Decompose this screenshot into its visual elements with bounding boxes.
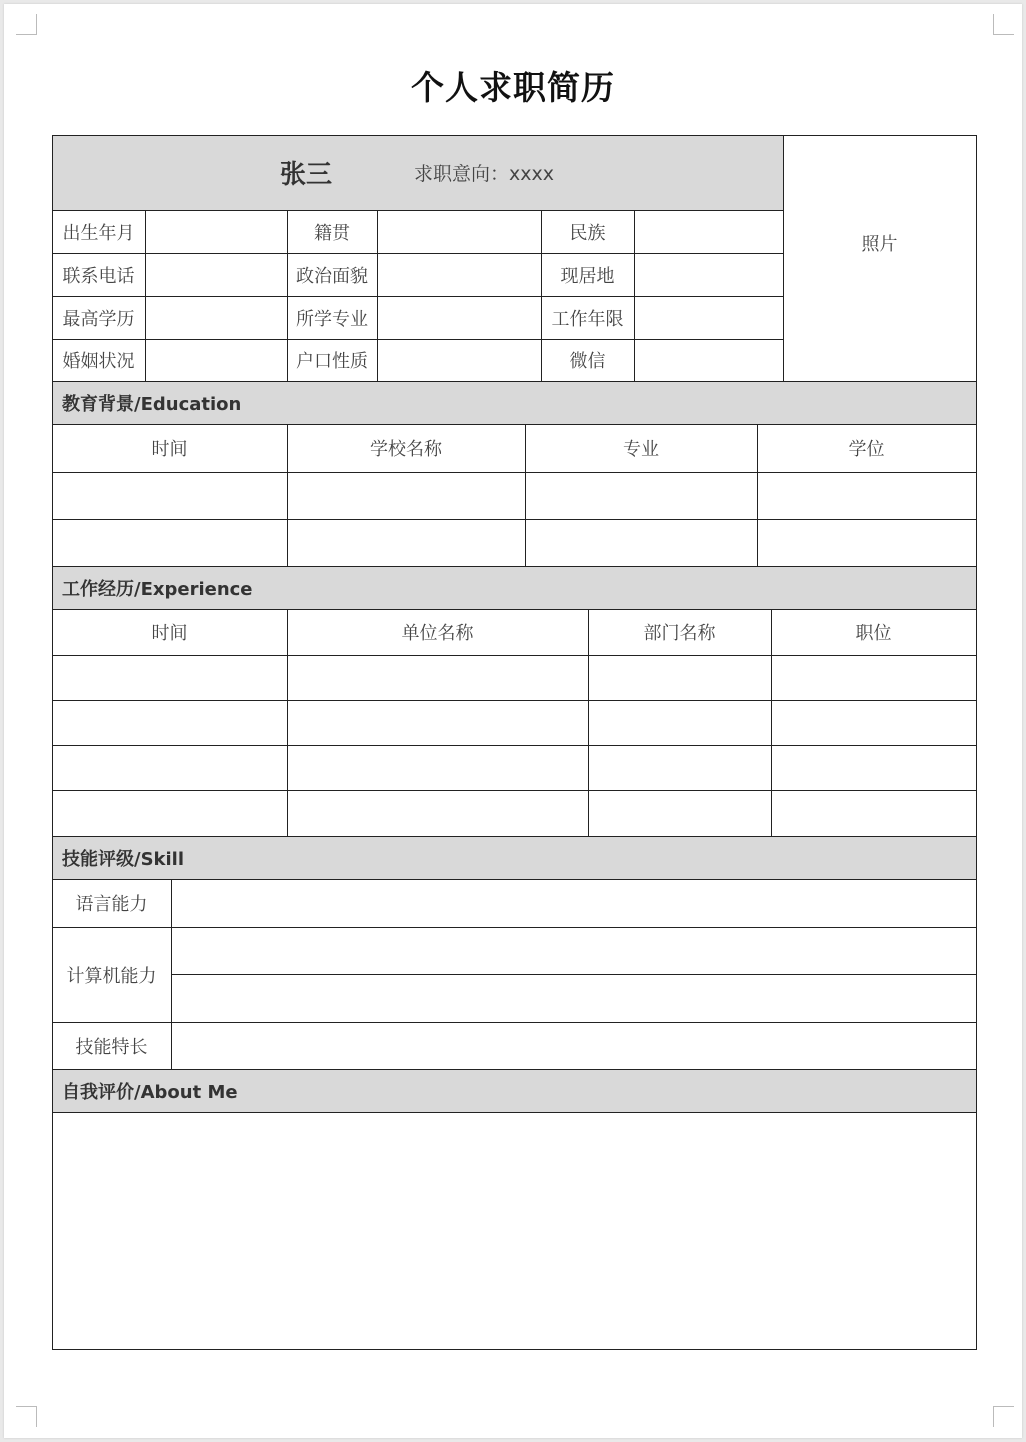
experience-row[interactable]: [52, 745, 976, 790]
table-border-vertical: [541, 210, 542, 381]
table-border-vertical: [171, 879, 172, 1069]
document-title: 个人求职简历: [411, 68, 615, 107]
table-border-horizontal: [52, 1112, 977, 1113]
table-border-vertical: [976, 135, 977, 1350]
education-column-header: 学位: [848, 439, 885, 460]
info-value-cell[interactable]: [377, 253, 541, 296]
job-intent-value: xxxx: [509, 163, 554, 185]
info-label: 婚姻状况: [62, 351, 135, 372]
table-border-vertical: [287, 609, 288, 836]
info-label: 联系电话: [62, 265, 135, 287]
info-label: 政治面貌: [296, 265, 368, 287]
table-border-vertical: [588, 609, 589, 836]
page-corner-mark: [16, 14, 37, 35]
education-column-header: 学校名称: [370, 439, 442, 460]
table-border-horizontal: [52, 210, 783, 211]
table-border-vertical: [783, 135, 784, 381]
info-value-cell[interactable]: [377, 339, 541, 381]
about-me-content-area[interactable]: [52, 1112, 976, 1349]
table-border-horizontal: [52, 296, 783, 297]
info-label: 户口性质: [296, 351, 368, 372]
page-corner-mark: [993, 1406, 1014, 1427]
table-border-horizontal: [52, 836, 977, 837]
page-corner-mark: [16, 1406, 37, 1427]
table-border-horizontal: [52, 253, 783, 254]
candidate-name: 张三: [280, 160, 333, 190]
table-border-horizontal: [52, 566, 977, 567]
table-border-horizontal: [52, 135, 977, 136]
info-label: 微信: [569, 351, 606, 372]
experience-column-header: 部门名称: [643, 623, 716, 644]
info-value-cell[interactable]: [145, 210, 287, 253]
info-label: 出生年月: [62, 222, 135, 244]
skill-value-computer[interactable]: [171, 974, 976, 1022]
table-border-vertical: [145, 210, 146, 381]
table-border-horizontal: [52, 700, 977, 701]
info-value-cell[interactable]: [634, 339, 783, 381]
info-value-cell[interactable]: [634, 253, 783, 296]
info-value-cell[interactable]: [145, 339, 287, 381]
table-border-vertical: [757, 424, 758, 566]
skill-value-computer[interactable]: [171, 927, 976, 974]
table-border-vertical: [287, 424, 288, 566]
education-row[interactable]: [52, 472, 976, 519]
skill-value-language[interactable]: [171, 879, 976, 927]
table-border-horizontal: [52, 927, 977, 928]
table-border-horizontal: [52, 339, 783, 340]
experience-row[interactable]: [52, 655, 976, 700]
experience-column-header: 时间: [151, 623, 188, 644]
info-value-cell[interactable]: [145, 296, 287, 339]
info-value-cell[interactable]: [634, 296, 783, 339]
info-value-cell[interactable]: [145, 253, 287, 296]
photo-label: 照片: [861, 234, 898, 255]
education-section-title: 教育背景/Education: [52, 381, 976, 424]
experience-column-header: 职位: [855, 623, 892, 644]
table-border-horizontal: [52, 519, 977, 520]
table-border-horizontal: [52, 655, 977, 656]
table-border-horizontal: [52, 1022, 977, 1023]
table-border-vertical: [52, 135, 53, 1350]
skill-value-specialty[interactable]: [171, 1022, 976, 1069]
table-border-horizontal: [52, 790, 977, 791]
table-border-horizontal: [52, 472, 977, 473]
skill-label-language: 语言能力: [75, 894, 148, 915]
info-label: 民族: [569, 222, 606, 244]
skills-section-title: 技能评级/Skill: [52, 836, 976, 879]
table-border-horizontal: [52, 1069, 977, 1070]
table-border-horizontal: [52, 424, 977, 425]
about-section-title: 自我评价/About Me: [52, 1069, 976, 1112]
skill-label-specialty: 技能特长: [75, 1036, 148, 1058]
experience-row[interactable]: [52, 790, 976, 836]
education-column-header: 专业: [623, 439, 659, 460]
table-border-vertical: [377, 210, 378, 381]
table-border-horizontal: [52, 879, 977, 880]
job-intent-label: 求职意向：: [414, 163, 510, 185]
info-value-cell[interactable]: [377, 210, 541, 253]
table-border-vertical: [771, 609, 772, 836]
page-corner-mark: [993, 14, 1014, 35]
info-value-cell[interactable]: [377, 296, 541, 339]
info-label: 所学专业: [296, 308, 368, 330]
table-border-vertical: [634, 210, 635, 381]
table-border-horizontal: [52, 745, 977, 746]
info-label: 籍贯: [314, 222, 350, 244]
job-intent: [414, 159, 554, 186]
experience-section-title: 工作经历/Experience: [52, 566, 976, 609]
photo-box[interactable]: [783, 135, 976, 381]
info-value-cell[interactable]: [634, 210, 783, 253]
table-border-horizontal: [171, 974, 977, 975]
info-label: 工作年限: [551, 308, 624, 330]
table-border-vertical: [525, 424, 526, 566]
education-column-header: 时间: [151, 439, 188, 460]
table-border-horizontal: [52, 1349, 977, 1350]
table-border-horizontal: [52, 381, 977, 382]
skill-label-computer: 计算机能力: [66, 965, 157, 987]
education-row[interactable]: [52, 519, 976, 566]
table-border-horizontal: [52, 609, 977, 610]
experience-row[interactable]: [52, 700, 976, 745]
info-label: 现居地: [560, 265, 615, 287]
name-header-band[interactable]: [52, 135, 783, 210]
table-border-vertical: [287, 210, 288, 381]
experience-column-header: 单位名称: [401, 623, 474, 644]
info-label: 最高学历: [62, 308, 135, 330]
